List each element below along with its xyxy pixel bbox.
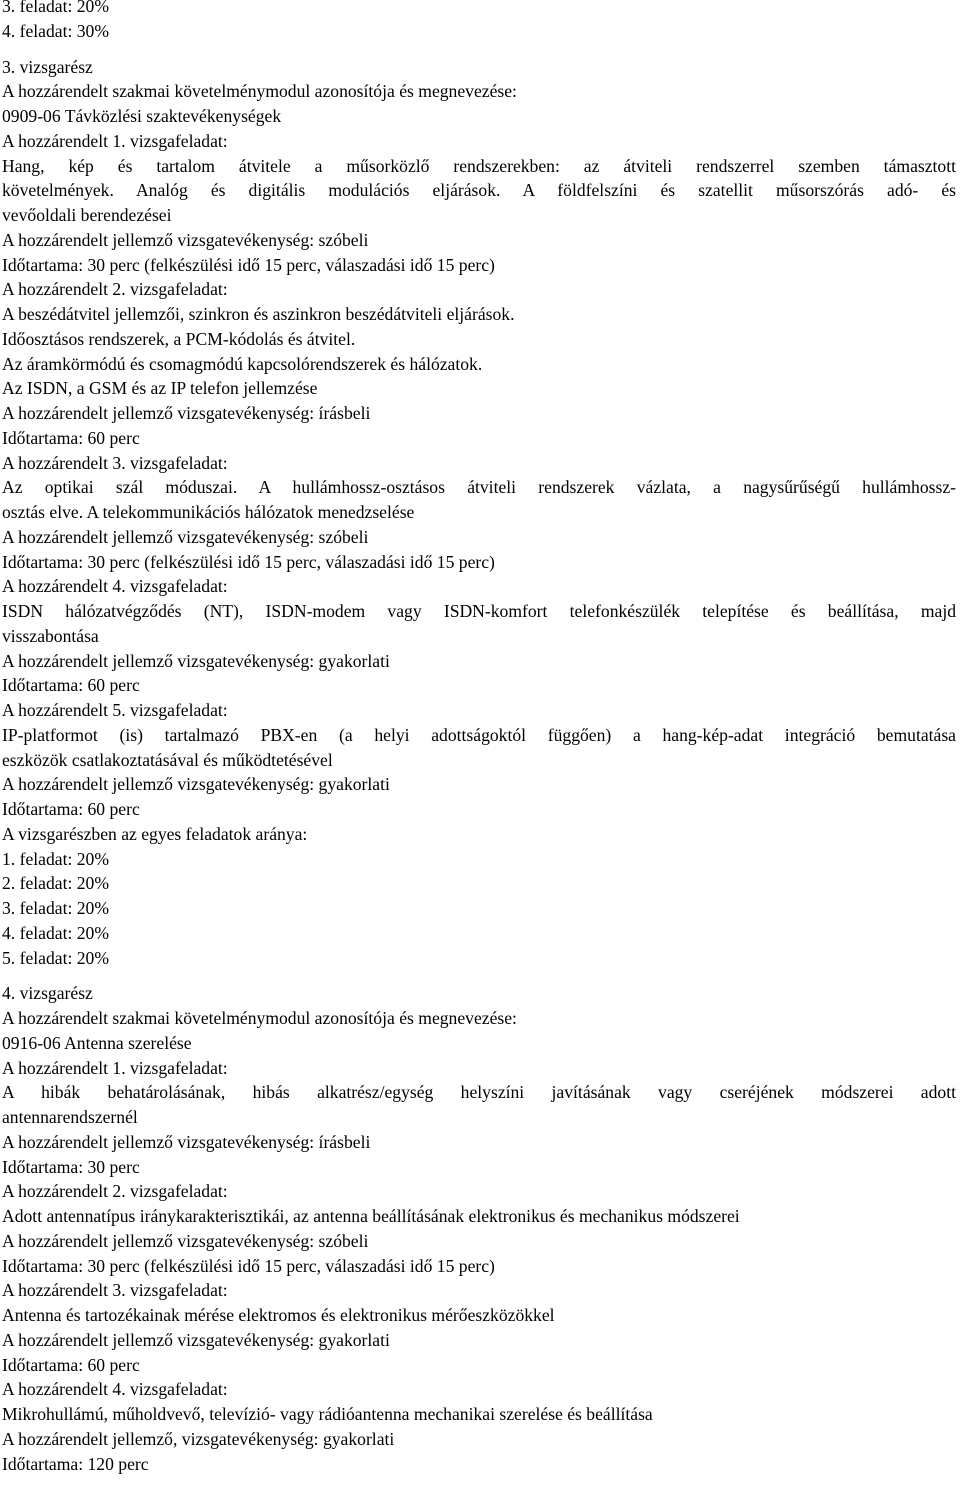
doc-line: Időtartama: 120 perc: [2, 1453, 149, 1474]
doc-line: Antenna és tartozékainak mérése elektromos és elektronikus mérőeszközökkel: [2, 1305, 555, 1325]
doc-line: Időtartama: 30 perc: [2, 1156, 140, 1177]
doc-line: Időosztásos rendszerek, a PCM-kódolás és átvitel.: [2, 328, 356, 349]
doc-line: Időtartama: 60 perc: [2, 799, 140, 819]
doc-line: követelmények. Analóg és digitális modulációs eljárások. A földfelszíni és szatellit műsorszórás adó- és: [2, 180, 956, 201]
doc-line: A hozzárendelt 1. vizsgafeladat:: [2, 130, 228, 151]
document-body: [2, 0, 956, 1476]
doc-line: A hozzárendelt jellemző, vizsgatevékenység: gyakorlati: [2, 1428, 395, 1449]
doc-line: A hibák behatárolásának, hibás alkatrész/egység helyszíni javításának vagy cseréjének módszerei adott: [2, 1082, 956, 1103]
doc-line: IP-platformot (is) tartalmazó PBX-en (a helyi adottságoktól függően) a hang-kép-adat integráció bemutatása: [2, 724, 956, 745]
doc-line: 2. feladat: 20%: [2, 873, 109, 894]
section-gap: [2, 970, 956, 981]
doc-line: Az áramkörmódú és csomagmódú kapcsolórendszerek és hálózatok.: [2, 353, 483, 374]
doc-line: Adott antennatípus iránykarakterisztikái, az antenna beállításának elektronikus és mechanikus módszerei: [2, 1206, 740, 1226]
doc-line: A hozzárendelt jellemző vizsgatevékenység: írásbeli: [2, 1131, 371, 1152]
doc-line: visszabontása: [2, 625, 99, 646]
doc-line: vevőoldali berendezései: [2, 205, 172, 225]
doc-line: A vizsgarészben az egyes feladatok aránya:: [2, 823, 308, 844]
section-gap: [2, 44, 956, 55]
doc-line: eszközök csatlakoztatásával és működtetésével: [2, 749, 333, 770]
doc-line: Időtartama: 30 perc (felkészülési idő 15 perc, válaszadási idő 15 perc): [2, 254, 495, 275]
doc-line: A hozzárendelt jellemző vizsgatevékenység: szóbeli: [2, 526, 369, 547]
doc-line: Időtartama: 60 perc: [2, 427, 140, 448]
section-heading: 4. vizsgarész: [2, 983, 93, 1004]
doc-line: Időtartama: 60 perc: [2, 675, 140, 696]
doc-line: A hozzárendelt 4. vizsgafeladat:: [2, 1379, 228, 1400]
doc-line: A hozzárendelt 3. vizsgafeladat:: [2, 452, 228, 473]
doc-line: A hozzárendelt jellemző vizsgatevékenység: írásbeli: [2, 403, 371, 423]
doc-line: A hozzárendelt szakmai követelménymodul azonosítója és megnevezése:: [2, 1008, 517, 1028]
doc-line: A beszédátvitel jellemzői, szinkron és aszinkron beszédátviteli eljárások.: [2, 304, 515, 324]
doc-line: A hozzárendelt 1. vizsgafeladat:: [2, 1057, 228, 1078]
doc-line: A hozzárendelt 5. vizsgafeladat:: [2, 700, 228, 720]
doc-line: 3. feladat: 20%: [2, 898, 109, 918]
doc-line: A hozzárendelt 3. vizsgafeladat:: [2, 1280, 228, 1301]
doc-line: A hozzárendelt 2. vizsgafeladat:: [2, 279, 228, 300]
doc-line: A hozzárendelt jellemző vizsgatevékenység: gyakorlati: [2, 774, 390, 795]
doc-line: 3. feladat: 20%: [2, 0, 109, 16]
doc-line: 5. feladat: 20%: [2, 947, 109, 968]
doc-line: Hang, kép és tartalom átvitele a műsorközlő rendszerekben: az átviteli rendszerrel szemben támasztott: [2, 155, 956, 176]
doc-line: A hozzárendelt 2. vizsgafeladat:: [2, 1181, 228, 1202]
doc-line: Időtartama: 60 perc: [2, 1354, 140, 1375]
doc-line: Az optikai szál móduszai. A hullámhossz-osztásos átviteli rendszerek vázlata, a nagysűrűségű hullámhossz-: [2, 477, 956, 498]
doc-line: 0909-06 Távközlési szaktevékenységek: [2, 106, 282, 126]
doc-line: antennarendszernél: [2, 1107, 138, 1127]
doc-line: osztás elve. A telekommunikációs hálózatok menedzselése: [2, 502, 415, 522]
doc-line: Időtartama: 30 perc (felkészülési idő 15 perc, válaszadási idő 15 perc): [2, 551, 495, 572]
section-heading: 3. vizsgarész: [2, 56, 93, 77]
doc-line: 0916-06 Antenna szerelése: [2, 1032, 192, 1053]
doc-line: A hozzárendelt jellemző vizsgatevékenység: gyakorlati: [2, 650, 390, 671]
doc-line: A hozzárendelt jellemző vizsgatevékenység: gyakorlati: [2, 1329, 390, 1350]
doc-line: A hozzárendelt szakmai követelménymodul azonosítója és megnevezése:: [2, 81, 517, 102]
doc-line: Mikrohullámú, műholdvevő, televízió- vagy rádióantenna mechanikai szerelése és beállítása: [2, 1404, 653, 1424]
doc-line: 4. feladat: 20%: [2, 922, 109, 943]
doc-line: Időtartama: 30 perc (felkészülési idő 15 perc, válaszadási idő 15 perc): [2, 1255, 495, 1276]
doc-line: A hozzárendelt jellemző vizsgatevékenység: szóbeli: [2, 229, 369, 250]
doc-line: A hozzárendelt 4. vizsgafeladat:: [2, 576, 228, 597]
doc-line: 1. feladat: 20%: [2, 848, 109, 869]
doc-line: Az ISDN, a GSM és az IP telefon jellemzése: [2, 378, 318, 399]
doc-line: 4. feladat: 30%: [2, 20, 109, 41]
doc-line: ISDN hálózatvégződés (NT), ISDN-modem vagy ISDN-komfort telefonkészülék telepítése és beállítása, majd: [2, 601, 956, 621]
doc-line: A hozzárendelt jellemző vizsgatevékenység: szóbeli: [2, 1230, 369, 1251]
